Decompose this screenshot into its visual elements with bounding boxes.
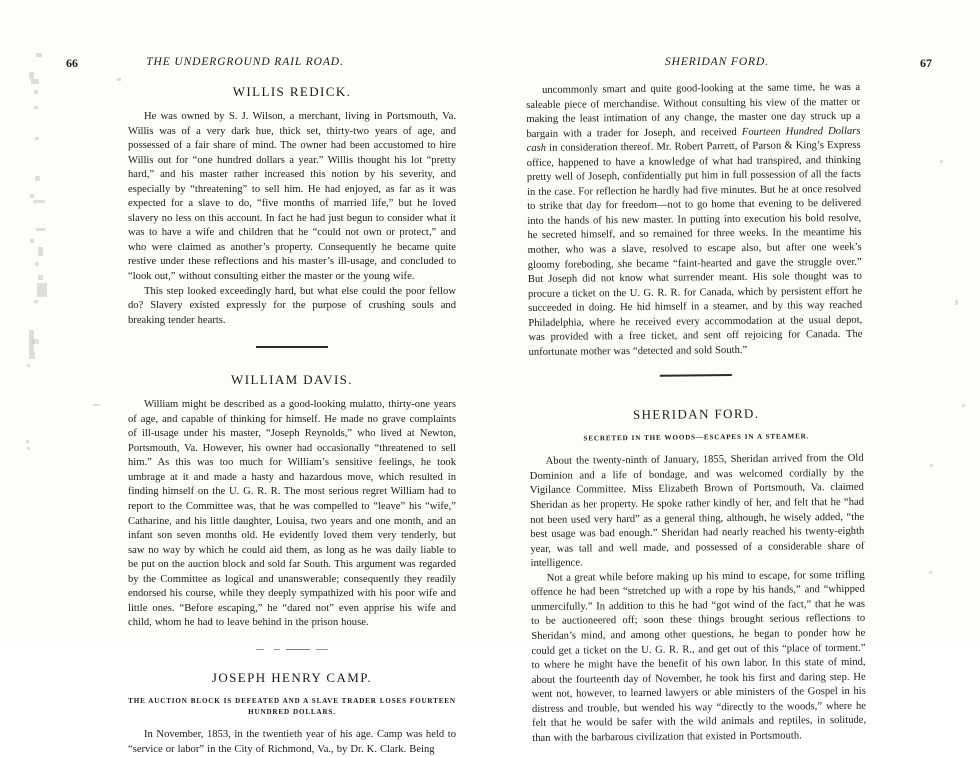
paragraph: uncommonly smart and quite good-looking at the same time, he was a saleable piece of merchandise. Without consulting his view of the matter or making the least intimation of any change, the master one day struck up a bargain with a trader for Joseph, and received Fourteen Hundred Dollars cash in consideration thereof. Mr. Robert Parrett, of Parson & King’s Express office, happened to have a knowledge of what had transpired, and thinking pretty well of Joseph, confidentially put him in full possession of all the facts in the case. For reflection he hardly had five minutes. But he at once resolved to strike that day for freedom—not to go home that evening to be delivered into the hands of his new master. In putting into execution his bold resolve, he secreted himself, and so remained for three weeks. In the meantime his mother, who was a slave, resolved to escape also, but after one week’s gloomy foreboding, she became “faint-hearted and gave the struggle over.” But Joseph did not know what surrender meant. His sole thought was to procure a ticket on the U. G. R. R. for Canada, which by persistent effort he succeeded in doing. He hid himself in a steamer, and by this way reached Philadelphia, where he received every accommodation at the usual depot, was provided with a free ticket, and sent off rejoicing for Canada. The unfortunate mother was “detected and sold South.” xyxy=(526,81,863,358)
paragraph: Not a great while before making up his mind to escape, for some trifling offence he had been “stretched up with a rope by his hands,” and “whipped unmercifully.” In addition to this he had “got wind of the fact,” that he was to be auctioneered off; soon these things brought serious reflections to Sheridan’s mind, and among other questions, he began to ponder how he could get a ticket on the U. G. R. R., and get out of this “place of torment.” to where he might have the benefit of his own labor. In this state of mind, about the fourteenth day of November, he took his first and daring step. He went not, however, to learned lawyers or able ministers of the Gospel in his distress and trouble, but wended his way “directly to the woods,” where he felt that he would be safer with the wild animals and reptiles, in solitude, than with the barbarous civilization that existed in Portsmouth. xyxy=(530,569,867,744)
section-divider-rule xyxy=(256,649,328,650)
left-page xyxy=(0,0,490,755)
paragraph: He was owned by S. J. Wilson, a merchant, living in Portsmouth, Va. Willis was of a very dark hue, thick set, thirty-two years of age, and possessed of a fair share of mind. The owner had been accustomed to hire Willis out for “one hundred dollars a year.” Willis thought his lot “pretty hard,” and his master rather increased this notion by his severity, and especially by “threatening” to sell him. He had enjoyed, as far as it was expected for a slave to do, “five months of married life,” but he loved slavery no less on this account. In fact he had just begun to consider what it was to have a wife and children that he “could not own or protect,” and who were claimed as another’s property. Consequently he became quite restive under these reflections and his master’s ill-usage, and concluded to “look out,” without consulting either the master or the young wife. xyxy=(128,111,456,283)
section-subtitle-joseph-henry-camp: THE AUCTION BLOCK IS DEFEATED AND A SLAVE TRADER LOSES FOURTEEN HUNDRED DOLLARS. xyxy=(128,696,456,716)
paragraph: William might be described as a good-looking mulatto, thirty-one years of age, and capable of thinking for himself. He made no grave complaints of ill-usage under his master, “Joseph Reynolds,” who lived at Newton, Portsmouth, Va. However, his owner had occasionally “threatened to sell him.” As this was too much for William’s sensitive feelings, he took umbrage at it and made a hasty and hazardous move, which resulted in finding himself on the U. G. R. R. The most serious regret William had to report to the Committee was, that he was compelled to “leave” his “wife,” Catharine, and his little daughter, Louisa, two years and one month, and an infant son seven months old. He evidently loved them very tenderly, but saw no way by which he could aid them, as long as he was daily liable to be put on the auction block and sold far South. This argument was regarded by the Committee as logical and unanswerable; consequently they readily endorsed his course, while they deeply sympathized with his poor wife and little ones. “Before escaping,” he “dared not” even apprise his wife and child, whom he had to leave behind in the prison house. xyxy=(128,399,456,629)
paragraph: About the twenty-ninth of January, 1855, Sheridan arrived from the Old Dominion and a life of bondage, and was welcomed cordially by the Vigilance Committee. Miss Elizabeth Brown of Portsmouth, Va. claimed Sheridan as her property. He spoke rather kindly of her, and felt that he “had not been used very hard” as a general thing, although, he wisely added, “the best usage was bad enough.” Sheridan had nearly reached his twenty-eighth year, was tall and well made, and possessed of a considerable share of intelligence. xyxy=(529,453,865,570)
paragraph: This step looked exceedingly hard, but what else could the poor fellow do? Slavery existed expressly for the purpose of crushing souls and breaking tender hearts. xyxy=(128,285,456,326)
section-subtitle-sheridan-ford: SECRETED IN THE WOODS—ESCAPES IN A STEAMER. xyxy=(583,432,810,443)
paragraph: In November, 1853, in the twentieth year of his age. Camp was held to “service or labor” in the City of Richmond, Va., by Dr. K. Clark. Being xyxy=(128,728,456,755)
section-heading-willis-redick: WILLIS REDICK. xyxy=(232,84,352,99)
right-page xyxy=(490,0,980,744)
left-running-head: THE UNDERGROUND RAIL ROAD. xyxy=(146,56,344,68)
left-column xyxy=(128,84,456,757)
right-column xyxy=(526,81,866,747)
section-heading-joseph-henry-camp: JOSEPH HENRY CAMP. xyxy=(211,669,373,685)
left-page-number: 66 xyxy=(66,56,78,70)
right-running-head: SHERIDAN FORD. xyxy=(665,56,769,68)
section-heading-sheridan-ford: SHERIDAN FORD. xyxy=(632,406,760,423)
section-heading-william-davis: WILLIAM DAVIS. xyxy=(231,372,353,388)
right-page-number: 67 xyxy=(920,56,932,70)
